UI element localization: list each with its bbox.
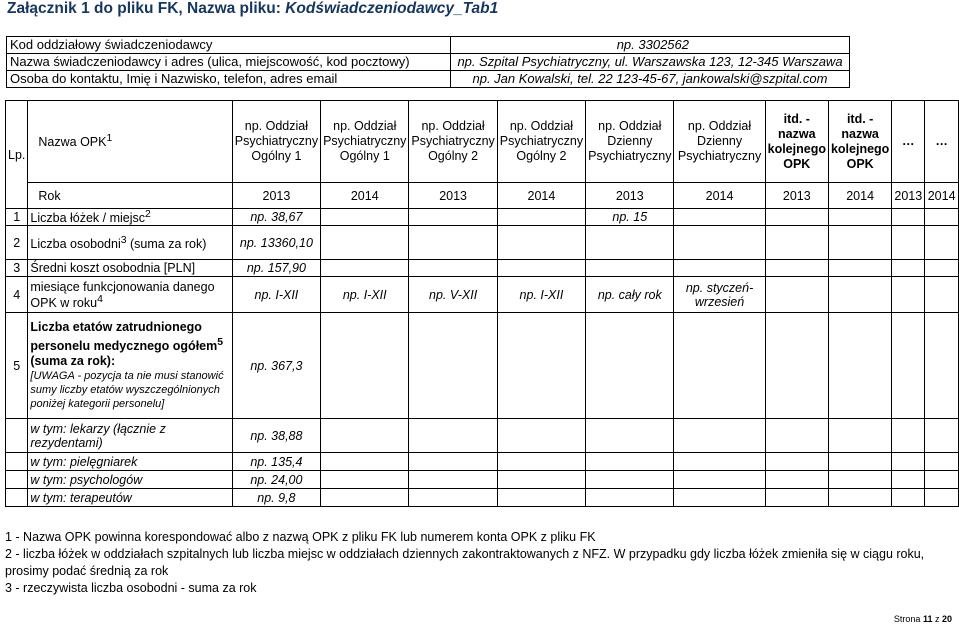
table-row: [6, 419, 959, 453]
table-row: [6, 453, 959, 471]
table-row: [6, 489, 959, 507]
value-cell: np. I-XII: [497, 277, 585, 313]
provider-info-table: [6, 36, 850, 88]
row-label: w tym: lekarzy (łącznie z rezydentami): [28, 419, 232, 453]
lp-cell: 5: [6, 313, 28, 419]
year-cell: 2014: [497, 183, 585, 209]
year-cell: 2014: [828, 183, 891, 209]
lp-header: Lp.: [6, 101, 28, 209]
value-cell: np. 9,8: [232, 489, 320, 507]
column-header: np. Oddział Psychiatryczny Ogólny 2: [409, 101, 497, 183]
value-cell: np. 367,3: [232, 313, 320, 419]
value-cell: np. 24,00: [232, 471, 320, 489]
title-prefix: Załącznik 1 do pliku FK, Nazwa pliku:: [7, 0, 286, 17]
lp-cell: 2: [6, 226, 28, 260]
opk-name-header: Nazwa OPK$^1$: [28, 101, 232, 183]
column-header: …: [925, 101, 959, 183]
table-row: [6, 313, 959, 419]
value-cell: np. 135,4: [232, 453, 320, 471]
row-note: [UWAGA - pozycja ta nie musi stanowić sumy liczby etatów wyszczególnionych poniżej kategorii personelu]: [30, 370, 224, 411]
table-row: [6, 226, 959, 260]
provider-row: [7, 54, 850, 71]
column-header: np. Oddział Dzienny Psychiatryczny: [586, 101, 674, 183]
value-cell: np. cały rok: [586, 277, 674, 313]
year-cell: 2014: [925, 183, 959, 209]
title-filename: Kodświadczeniodawcy_Tab1: [285, 0, 499, 17]
column-header: np. Oddział Dzienny Psychiatryczny: [674, 101, 765, 183]
provider-row: [7, 71, 850, 88]
year-cell: 2013: [892, 183, 925, 209]
lp-cell: 4: [6, 277, 28, 313]
footnote: 2 - liczba łóżek w oddziałach szpitalnych lub liczba miejsc w oddziałach dziennych zakontraktowanych z NFZ. W przypadku gdy liczba łóżek zmieniła się w ciągu roku, prosimy podać średnią za rok: [5, 547, 925, 578]
table-row: [6, 260, 959, 277]
year-cell: 2013: [765, 183, 828, 209]
column-header: np. Oddział Psychiatryczny Ogólny 1: [321, 101, 409, 183]
value-cell: np. 157,90: [232, 260, 320, 277]
provider-label: Nazwa świadczeniodawcy i adres (ulica, miejscowość, kod pocztowy): [7, 54, 451, 71]
year-row: [6, 183, 959, 209]
row-label: miesiące funkcjonowania danego OPK w roku$^4$: [28, 277, 232, 313]
lp-cell: 3: [6, 260, 28, 277]
value-cell: np. styczeń-wrzesień: [674, 277, 765, 313]
year-cell: 2014: [674, 183, 765, 209]
provider-value: np. Jan Kowalski, tel. 22 123-45-67, jankowalski@szpital.com: [451, 71, 850, 88]
footnotes: [5, 529, 953, 597]
page-footer: Strona 11 z 20: [893, 614, 952, 624]
value-cell: np. 15: [586, 209, 674, 226]
year-cell: 2013: [586, 183, 674, 209]
table-header-row: [6, 101, 959, 183]
provider-label: Osoba do kontaktu, Imię i Nazwisko, telefon, adres email: [7, 71, 451, 88]
row-label: w tym: pielęgniarek: [28, 453, 232, 471]
value-cell: np. 13360,10: [232, 226, 320, 260]
provider-value: np. 3302562: [451, 37, 850, 54]
table-row: [6, 277, 959, 313]
value-cell: np. I-XII: [232, 277, 320, 313]
value-cell: np. I-XII: [321, 277, 409, 313]
lp-cell: 1: [6, 209, 28, 226]
year-cell: 2014: [321, 183, 409, 209]
provider-value: np. Szpital Psychiatryczny, ul. Warszawska 123, 12-345 Warszawa: [451, 54, 850, 71]
row-label: w tym: terapeutów: [28, 489, 232, 507]
opk-data-table: [5, 100, 959, 507]
column-header: np. Oddział Psychiatryczny Ogólny 1: [232, 101, 320, 183]
year-cell: 2013: [409, 183, 497, 209]
row-label: Liczba osobodni$^3$ (suma za rok): [28, 226, 232, 260]
row-label: Liczba łóżek / miejsc$^2$: [28, 209, 232, 226]
table-row: [6, 471, 959, 489]
footnote: 3 - rzeczywista liczba osobodni - suma za rok: [5, 581, 257, 595]
row-label: Średni koszt osobodnia [PLN]: [28, 260, 232, 277]
rok-label: Rok: [28, 183, 232, 209]
value-cell: np. V-XII: [409, 277, 497, 313]
provider-label: Kod oddziałowy świadczeniodawcy: [7, 37, 451, 54]
provider-row: [7, 37, 850, 54]
row-label: w tym: psychologów: [28, 471, 232, 489]
column-header: …: [892, 101, 925, 183]
column-header: np. Oddział Psychiatryczny Ogólny 2: [497, 101, 585, 183]
value-cell: np. 38,67: [232, 209, 320, 226]
column-header: itd. - nazwa kolejnego OPK: [828, 101, 891, 183]
row-label: Liczba etatów zatrudnionego personelu medycznego ogółem$^5$ (suma za rok): [UWAGA - pozycja ta nie musi stanowić sumy liczby etatów wyszczególnionych poniżej kategorii personelu]: [28, 313, 232, 419]
year-cell: 2013: [232, 183, 320, 209]
value-cell: np. 38,88: [232, 419, 320, 453]
page-title: [7, 0, 498, 18]
table-row: [6, 209, 959, 226]
column-header: itd. - nazwa kolejnego OPK: [765, 101, 828, 183]
footnote: 1 - Nazwa OPK powinna korespondować albo z nazwą OPK z pliku FK lub numerem konta OPK z pliku FK: [5, 530, 596, 544]
